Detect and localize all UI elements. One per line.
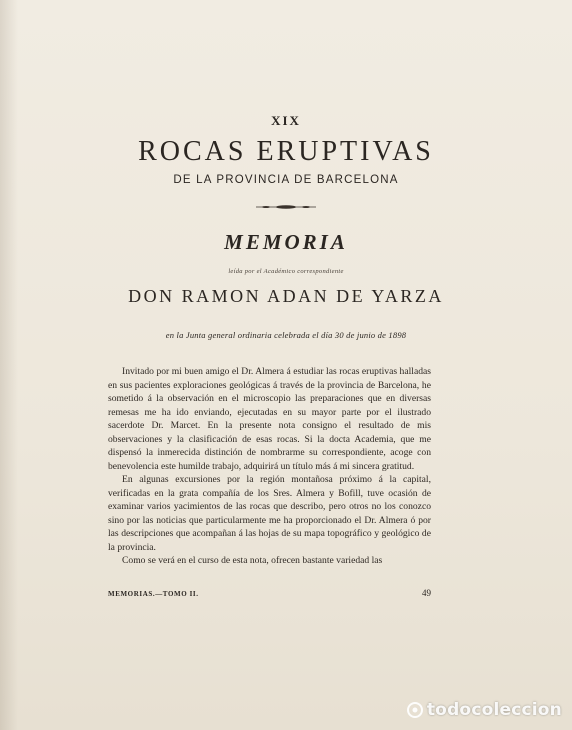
page-gutter-shadow [0, 0, 18, 730]
watermark-logo-icon [407, 702, 423, 718]
page-title: ROCAS ERUPTIVAS [138, 136, 434, 167]
memoria-title: MEMORIA [224, 230, 348, 254]
author-name: DON RAMON ADAN DE YARZA [128, 286, 444, 306]
ornament-rule-icon [254, 203, 318, 211]
page-subtitle: DE LA PROVINCIA DE BARCELONA [173, 174, 399, 186]
page-number: 49 [422, 588, 431, 598]
watermark [396, 698, 562, 722]
chapter-numeral: XIX [271, 113, 301, 128]
paragraph: En algunas excursiones por la región montañosa próximo á la capital, verificadas en la grata compañía de los Sres. Almera y Bofill, tuve ocasión de examinar varios yacimientos de las rocas que describo, pero otros no los conozco sino por las noticias que particularmente me ha proporcionado el Dr. Almera ó por las descripciones que acompañan á las hojas de su mapa topográfico y geológico de la provincia. [108, 474, 431, 553]
ornament-divider [0, 203, 572, 211]
footer-volume: MEMORIAS.—TOMO II. [108, 590, 199, 598]
watermark-text: todocoleccion [426, 700, 562, 720]
paragraph: Invitado por mi buen amigo el Dr. Almera á estudiar las rocas eruptivas halladas en sus pacientes exploraciones geológicas á través de la provincia de Barcelona, he sometido á la observación en el microscopio las preparaciones que en diversas remesas me ha ido enviando, ejecutadas en su mayor parte por el ilustrado sacerdote Dr. Marcet. En la presente nota consigno el resultado de mis observaciones y la clasificación de esas rocas. Si la docta Academia, que me dispensó la inmerecida distinción de nombrarme su correspondiente, acoge con benevolencia este humilde trabajo, adquirirá un título más á mi sincera gratitud. [108, 366, 431, 472]
read-by-line: leída por el Académico correspondiente [228, 268, 344, 275]
session-line: en la Junta general ordinaria celebrada el día 30 de junio de 1898 [165, 330, 407, 340]
paragraph: Como se verá en el curso de esta nota, ofrecen bastante variedad las [122, 555, 383, 566]
body-text [108, 365, 431, 568]
